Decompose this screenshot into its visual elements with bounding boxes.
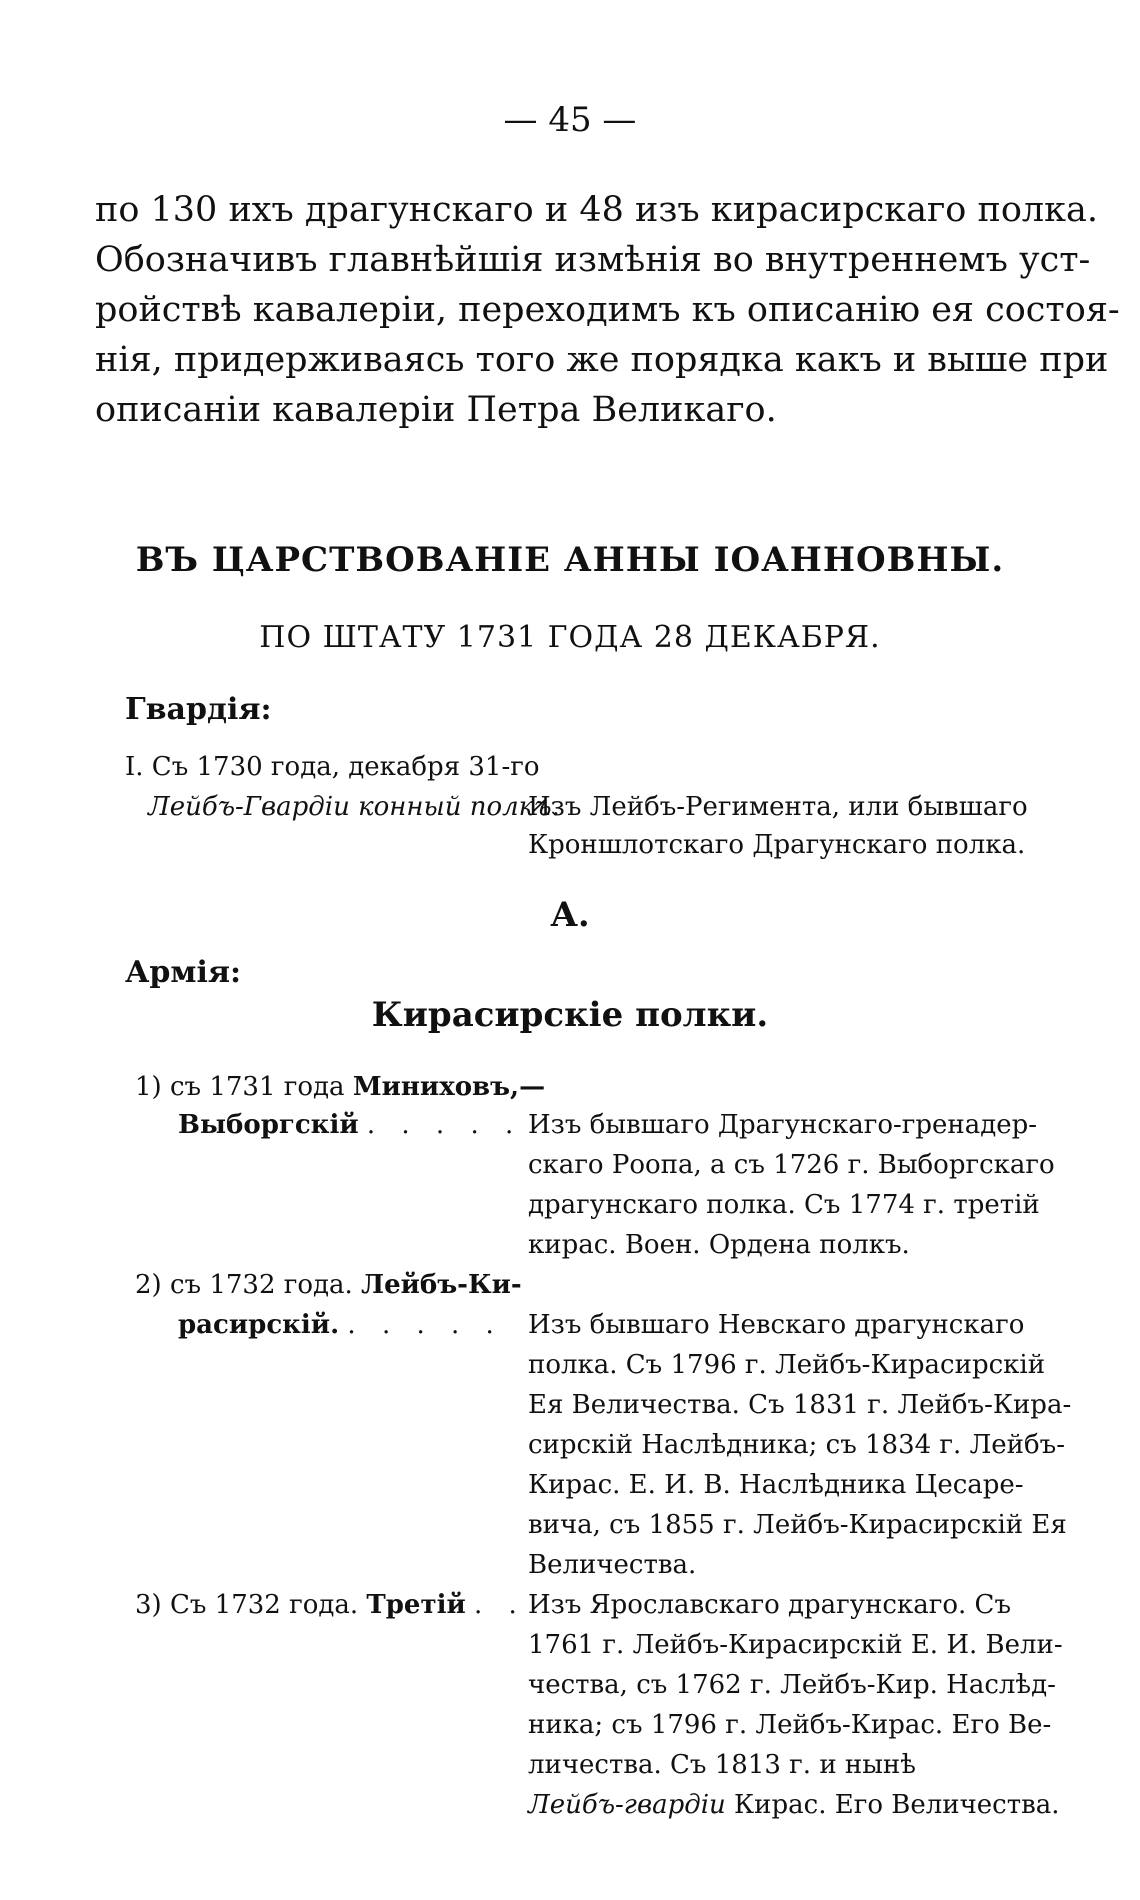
regiment-name: Лейбъ-Ки- <box>361 1270 522 1300</box>
entry-desc-line: кирас. Воен. Ордена полкъ. <box>528 1230 910 1260</box>
entry-desc-last-line <box>528 1790 1060 1820</box>
intro-line: нія, придерживаясь того же порядка какъ и выше при <box>95 340 1109 380</box>
heading-staff: ПО ШТАТУ 1731 ГОДА 28 ДЕКАБРЯ. <box>259 620 881 655</box>
entry-desc-line: полка. Съ 1796 г. Лейбъ-Кирасирскій <box>528 1350 1046 1380</box>
intro-line: описаніи кавалеріи Петра Великаго. <box>95 390 777 430</box>
guard-origin-line: Изъ Лейбъ-Регимента, или бывшаго <box>528 792 1028 822</box>
entry-desc-line: Изъ бывшаго Невскаго драгунскаго <box>528 1310 1025 1340</box>
cuirassier-heading: Кирасирскіе полки. <box>371 995 769 1035</box>
entry-3-line1 <box>135 1590 526 1620</box>
heading-reign: ВЪ ЦАРСТВОВАНІЕ АННЫ ІОАННОВНЫ. <box>135 540 1005 580</box>
intro-line: по 130 ихъ драгунскаго и 48 изъ кирасирскаго полка. <box>95 190 1098 230</box>
regiment-name: Третій <box>366 1590 466 1620</box>
italic-term: Лейбъ-гвардіи <box>528 1790 726 1820</box>
entry-2-line2 <box>178 1310 503 1340</box>
army-label: Армія: <box>125 955 242 990</box>
entry-desc-line: Изъ бывшаго Драгунскаго-гренадер- <box>528 1110 1038 1140</box>
entry-2-line1 <box>135 1270 522 1300</box>
section-letter: А. <box>550 895 590 935</box>
leader-dots: . . . . . <box>347 1310 503 1340</box>
leader-dots: . . <box>474 1590 526 1620</box>
entry-desc-line: сирскій Наслѣдника; съ 1834 г. Лейбъ- <box>528 1430 1065 1460</box>
regiment-name: Миниховъ,— <box>352 1072 546 1102</box>
entry-desc-line: личества. Съ 1813 г. и нынѣ <box>528 1750 916 1780</box>
entry-desc-line: ника; съ 1796 г. Лейбъ-Кирас. Его Ве- <box>528 1710 1052 1740</box>
entry-desc-line: Ея Величества. Съ 1831 г. Лейбъ-Кира- <box>528 1390 1072 1420</box>
guard-regiment-name: Лейбъ-Гвардіи конный полкъ. <box>148 792 560 822</box>
regiment-name: Выборгскій <box>178 1110 359 1140</box>
entry-desc-line: драгунскаго полка. Съ 1774 г. третій <box>528 1190 1040 1220</box>
entry-1-line2 <box>178 1110 522 1140</box>
entry-prefix: 3) Съ 1732 года. <box>135 1590 359 1620</box>
regiment-name: расирскій. <box>178 1310 340 1340</box>
page-number: — 45 — <box>503 100 637 140</box>
leader-dots: . . . . . <box>366 1110 523 1140</box>
entry-desc-line: Изъ Ярославскаго драгунскаго. Съ <box>528 1590 1011 1620</box>
entry-desc-line: скаго Роопа, а съ 1726 г. Выборгскаго <box>528 1150 1055 1180</box>
entry-desc-line: 1761 г. Лейбъ-Кирасирскій Е. И. Вели- <box>528 1630 1063 1660</box>
guard-label: Гвардія: <box>125 692 272 727</box>
entry-desc-line: чества, съ 1762 г. Лейбъ-Кир. Наслѣд- <box>528 1670 1056 1700</box>
guard-origin-line: Кроншлотскаго Драгунскаго полка. <box>528 830 1026 860</box>
intro-line: Обозначивъ главнѣйшія измѣнія во внутреннемъ уст- <box>95 240 1091 280</box>
entry-prefix: 1) съ 1731 года <box>135 1072 345 1102</box>
intro-line: ройствѣ кавалеріи, переходимъ къ описанію ея состоя- <box>95 290 1120 330</box>
entry-desc-line: Величества. <box>528 1550 697 1580</box>
entry-desc-tail: Кирас. Его Величества. <box>734 1790 1060 1820</box>
entry-desc-line: вича, съ 1855 г. Лейбъ-Кирасирскій Ея <box>528 1510 1067 1540</box>
entry-prefix: 2) съ 1732 года. <box>135 1270 353 1300</box>
entry-1-line1 <box>135 1072 545 1102</box>
entry-desc-line: Кирас. Е. И. В. Наслѣдника Цесаре- <box>528 1470 1024 1500</box>
guard-item-line: I. Съ 1730 года, декабря 31-го <box>125 752 540 782</box>
